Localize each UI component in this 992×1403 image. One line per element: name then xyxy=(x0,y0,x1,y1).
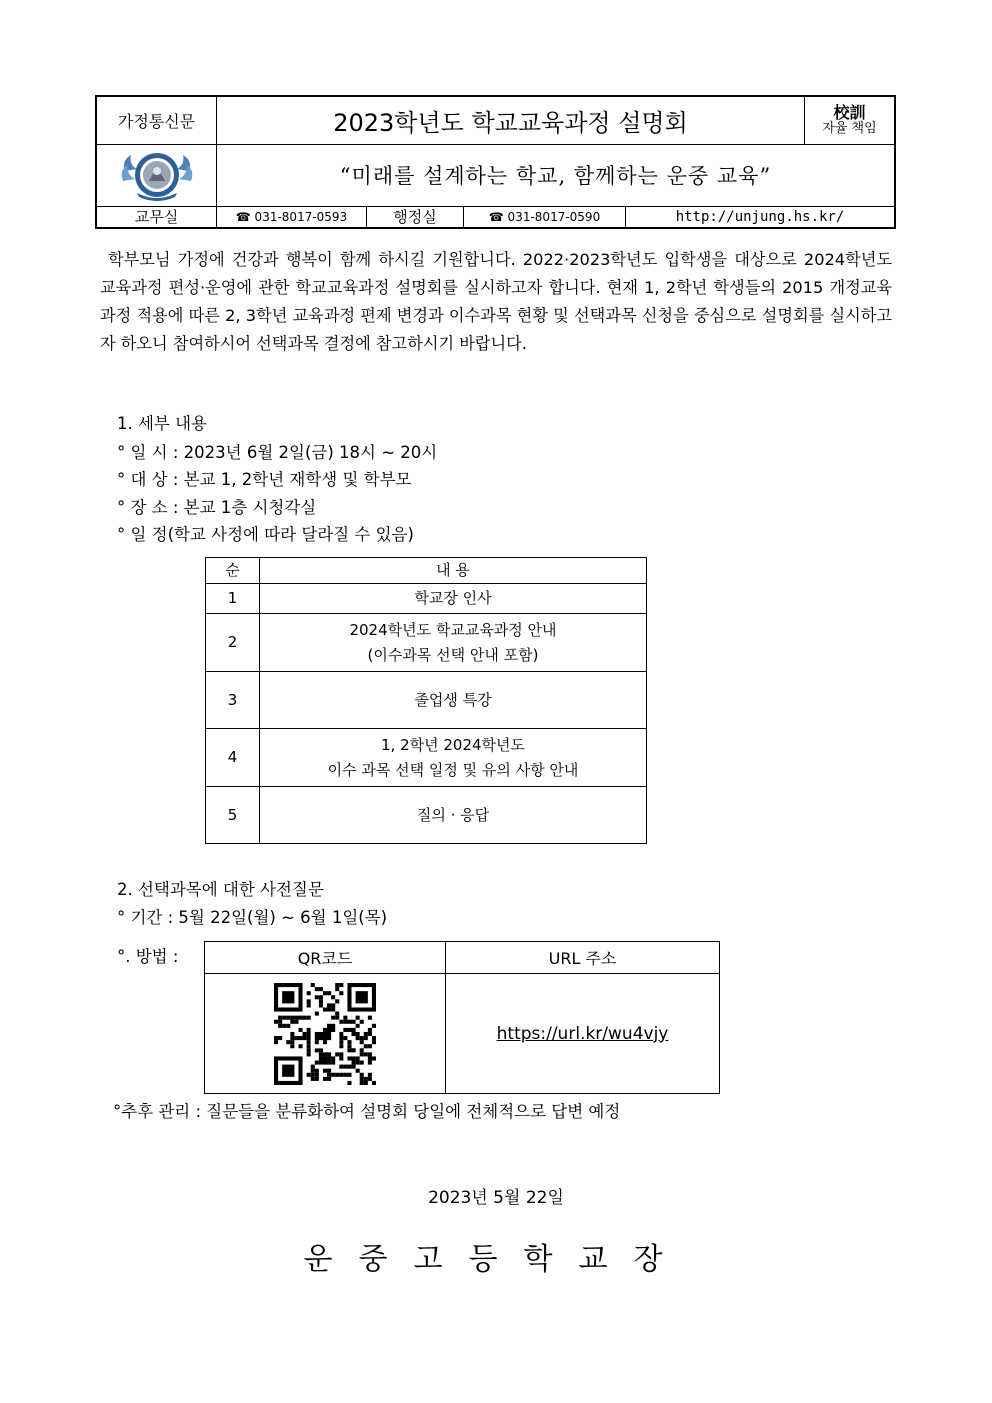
school-emblem-cell xyxy=(97,144,217,206)
detail-datetime: ° 일 시 : 2023년 6월 2일(금) 18시 ~ 20시 xyxy=(117,443,438,462)
motto-title: 校訓 xyxy=(833,102,866,122)
letter-type-label: 가정통신문 xyxy=(97,97,217,144)
row-no: 3 xyxy=(206,672,260,729)
row-content-line2: 이수 과목 선택 일정 및 유의 사항 안내 xyxy=(327,760,579,779)
row-content: 학교장 인사 xyxy=(260,584,647,614)
header-row-title xyxy=(97,97,894,145)
intro-text: 학부모님 가정에 건강과 행복이 함께 하시길 기원합니다. 2022·2023학년도 입학생을 대상으로 2024학년도 교육과정 편성·운영에 관한 학교교육과정 설명회를 실시하고자 합니다. 현재 1, 2학년 학생들의 2015 개정교육과정 적용에 따른 2, 3학년 교육과정 편제 변경과 이수과목 현황 및 선택과목 신청을 중심으로 설명회를 실시하고자 하오니 참여하시어 선택과목 결정에 참고하시기 바랍니다. xyxy=(100,250,892,353)
question-method-label: °. 방법 : xyxy=(117,947,179,966)
question-method-table xyxy=(204,941,720,1094)
letter-header xyxy=(95,95,896,229)
qr-table-row xyxy=(205,974,720,1094)
detail-place: ° 장 소 : 본교 1층 시청각실 xyxy=(117,498,317,517)
row-no: 4 xyxy=(206,729,260,787)
col-header-no: 순 xyxy=(206,558,260,584)
header-row-contact xyxy=(97,206,894,227)
row-no: 5 xyxy=(206,787,260,844)
office1-phone: ☎ 031-8017-0593 xyxy=(217,206,367,227)
table-row xyxy=(206,729,647,787)
url-cell xyxy=(446,974,720,1094)
page-title: 2023학년도 학교교육과정 설명회 xyxy=(217,97,805,144)
row-no: 1 xyxy=(206,584,260,614)
detail-schedule-label: ° 일 정(학교 사정에 따라 달라질 수 있음) xyxy=(117,525,414,544)
row-content-line1: 2024학년도 학교교육과정 안내 xyxy=(349,620,557,639)
survey-url-link[interactable]: https://url.kr/wu4vjy xyxy=(496,1023,669,1044)
table-header-row xyxy=(206,558,647,584)
row-content-line1: 1, 2학년 2024학년도 xyxy=(380,735,525,754)
office1-name: 교무실 xyxy=(97,206,217,227)
row-content: 졸업생 특강 xyxy=(260,672,647,729)
row-content-line2: (이수과목 선택 안내 포함) xyxy=(367,645,539,664)
row-content xyxy=(260,729,647,787)
office2-name: 행정실 xyxy=(367,206,464,227)
detail-target: ° 대 상 : 본교 1, 2학년 재학생 및 학부모 xyxy=(117,470,412,489)
school-emblem-icon xyxy=(119,147,195,203)
section1-heading: 1. 세부 내용 xyxy=(117,414,207,433)
issue-date: 2023년 5월 22일 xyxy=(428,1188,564,1208)
qr-table-header-row xyxy=(205,942,720,974)
intro-paragraph xyxy=(100,246,892,358)
signer-name: 운중고등학교장 xyxy=(303,1242,689,1277)
table-row xyxy=(206,584,647,614)
question-period: ° 기간 : 5월 22일(월) ~ 6월 1일(목) xyxy=(117,908,388,927)
row-content xyxy=(260,614,647,672)
school-website-link[interactable]: http://unjung.hs.kr/ xyxy=(675,208,845,225)
table-row xyxy=(206,672,647,729)
school-slogan: “미래를 설계하는 학교, 함께하는 운중 교육” xyxy=(339,164,772,188)
col-header-url: URL 주소 xyxy=(446,942,720,974)
section2-heading: 2. 선택과목에 대한 사전질문 xyxy=(117,880,324,899)
followup-note: °추후 관리 : 질문들을 분류화하여 설명회 당일에 전체적으로 답변 예정 xyxy=(113,1102,621,1121)
school-motto xyxy=(805,97,894,144)
motto-text: 자율 책임 xyxy=(822,121,877,137)
header-row-slogan xyxy=(97,144,894,207)
qr-code-icon[interactable] xyxy=(274,983,376,1085)
table-row xyxy=(206,787,647,844)
row-no: 2 xyxy=(206,614,260,672)
row-content: 질의 · 응답 xyxy=(260,787,647,844)
schedule-table xyxy=(205,557,647,844)
col-header-qr: QR코드 xyxy=(205,942,446,974)
qr-cell xyxy=(205,974,446,1094)
table-row xyxy=(206,614,647,672)
office2-phone: ☎ 031-8017-0590 xyxy=(464,206,626,227)
col-header-content: 내 용 xyxy=(260,558,647,584)
